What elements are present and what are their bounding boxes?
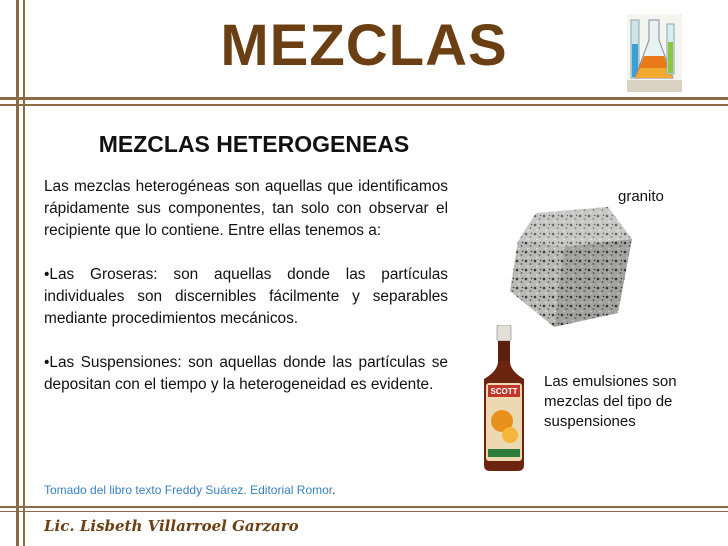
footer-divider-2 [0,511,728,512]
suspensiones-paragraph: •Las Suspensiones: son aquellas donde las partículas se depositan con el tiempo y la heterogeneidad es evidente. [44,354,448,393]
header-divider-1 [0,97,728,100]
header-divider-2 [0,104,728,106]
section-heading: MEZCLAS HETEROGENEAS [98,131,410,157]
page-title: MEZCLAS [220,13,508,78]
author-signature: Lic. Lisbeth Villarroel Garzaro [44,517,299,535]
scott-bottle-image [478,325,530,473]
intro-paragraph: Las mezclas heterogéneas son aquellas que identificamos rápidamente sus componentes, tan solo con observar el recipiente que lo contiene. Entre ellas tenemos a: [44,178,448,239]
frame-left-line-2 [23,0,25,546]
emulsion-caption: Las emulsiones son mezclas del tipo de suspensiones [544,373,677,430]
bottle-brand: SCOTT [490,387,518,396]
granite-image [506,205,636,330]
footer-divider-1 [0,506,728,508]
body-text [44,176,448,418]
flask-illustration [627,14,682,92]
source-citation [44,483,335,497]
groseras-paragraph: •Las Groseras: son aquellas donde las partículas individuales son discernibles fácilmente y separables mediante procedimientos mecánicos. [44,266,448,327]
granito-label: granito [618,188,664,205]
source-dot: . [332,483,336,497]
frame-left-line-1 [16,0,19,546]
source-link[interactable]: Tomado del libro texto Freddy Suárez. Editorial Romor [44,483,333,497]
